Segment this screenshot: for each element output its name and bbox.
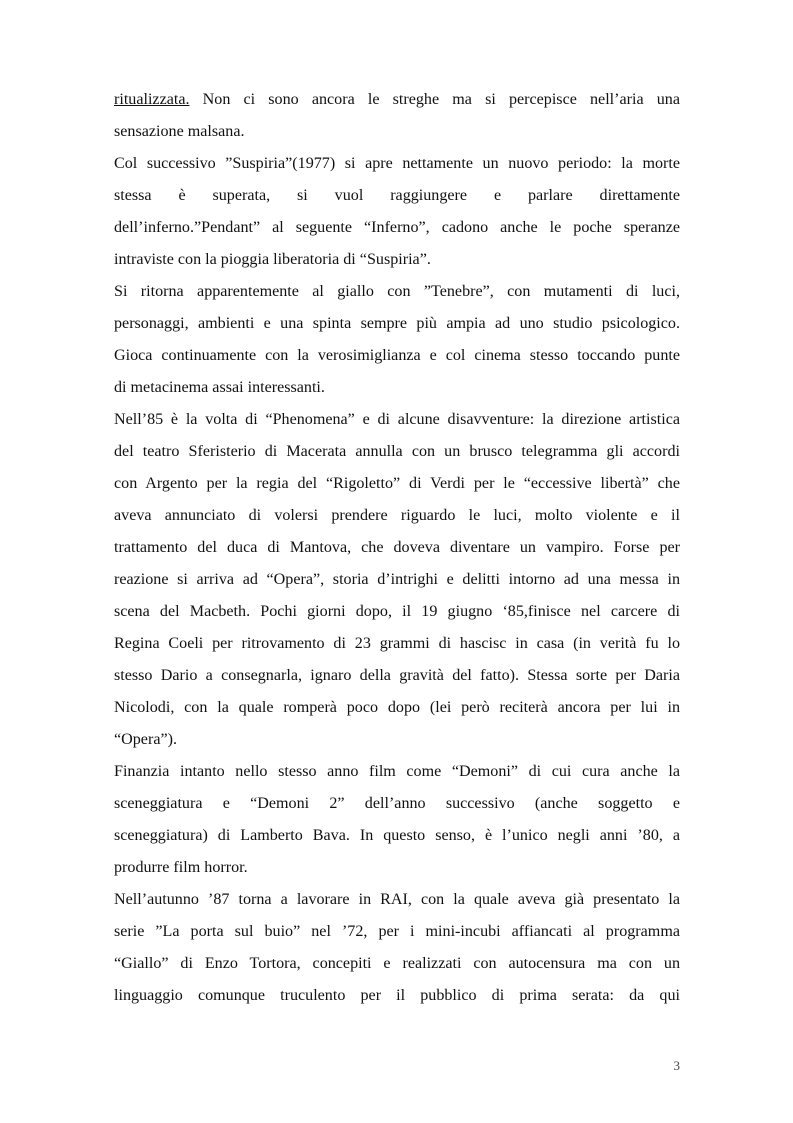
- text-line: sceneggiatura e “Demoni 2” dell’anno successivo (anche soggetto e: [114, 795, 680, 812]
- text-line: di metacinema assai interessanti.: [114, 379, 325, 396]
- text-line: personaggi, ambienti e una spinta sempre più ampia ad uno studio psicologico.: [114, 315, 680, 332]
- text-line: Nicolodi, con la quale romperà poco dopo (lei però reciterà ancora per lui in: [114, 699, 680, 716]
- text-line: Si ritorna apparentemente al giallo con ”Tenebre”, con mutamenti di luci,: [114, 283, 680, 300]
- text-line: “Giallo” di Enzo Tortora, concepiti e realizzati con autocensura ma con un: [114, 955, 680, 972]
- text-line: Gioca continuamente con la verosimiglianza e col cinema stesso toccando punte: [114, 347, 680, 364]
- text-line: intraviste con la pioggia liberatoria di “Suspiria”.: [114, 251, 431, 268]
- text-line: stessa è superata, si vuol raggiungere e parlare direttamente: [114, 187, 680, 204]
- text-line: sensazione malsana.: [114, 123, 245, 140]
- text-line: sceneggiatura) di Lamberto Bava. In questo senso, è l’unico negli anni ’80, a: [114, 827, 680, 844]
- text-line: stesso Dario a consegnarla, ignaro della gravità del fatto). Stessa sorte per Daria: [114, 667, 680, 684]
- page-number: 3: [673, 1058, 680, 1073]
- text-line: produrre film horror.: [114, 859, 248, 876]
- text-line: scena del Macbeth. Pochi giorni dopo, il 19 giugno ‘85,finisce nel carcere di: [114, 603, 680, 620]
- text-line: del teatro Sferisterio di Macerata annulla con un brusco telegramma gli accordi: [114, 443, 680, 460]
- text-line: linguaggio comunque truculento per il pubblico di prima serata: da qui: [114, 987, 680, 1004]
- text-line: reazione si arriva ad “Opera”, storia d’intrighi e delitti intorno ad una messa in: [114, 571, 680, 588]
- text-line: aveva annunciato di volersi prendere riguardo le luci, molto violente e il: [114, 507, 680, 524]
- text-line: Nell’autunno ’87 torna a lavorare in RAI, con la quale aveva già presentato la: [114, 891, 680, 908]
- text-line: serie ”La porta sul buio” nel ’72, per i mini-incubi affiancati al programma: [114, 923, 680, 940]
- text-line: Regina Coeli per ritrovamento di 23 grammi di hascisc in casa (in verità fu lo: [114, 635, 680, 652]
- text-line: trattamento del duca di Mantova, che doveva diventare un vampiro. Forse per: [114, 539, 680, 556]
- text-line: “Opera”).: [114, 731, 177, 748]
- text-line: Nell’85 è la volta di “Phenomena” e di alcune disavventure: la direzione artistica: [114, 411, 680, 428]
- text-line: con Argento per la regia del “Rigoletto” di Verdi per le “eccessive libertà” che: [114, 475, 680, 492]
- underlined-text: ritualizzata.: [114, 91, 190, 108]
- text-line: Finanzia intanto nello stesso anno film come “Demoni” di cui cura anche la: [114, 763, 680, 780]
- document-body: [114, 84, 680, 1012]
- text-line: ritualizzata. Non ci sono ancora le streghe ma si percepisce nell’aria una: [114, 91, 680, 108]
- text-line: dell’inferno.”Pendant” al seguente “Inferno”, cadono anche le poche speranze: [114, 219, 680, 236]
- text-line: Col successivo ”Suspiria”(1977) si apre nettamente un nuovo periodo: la morte: [114, 155, 680, 172]
